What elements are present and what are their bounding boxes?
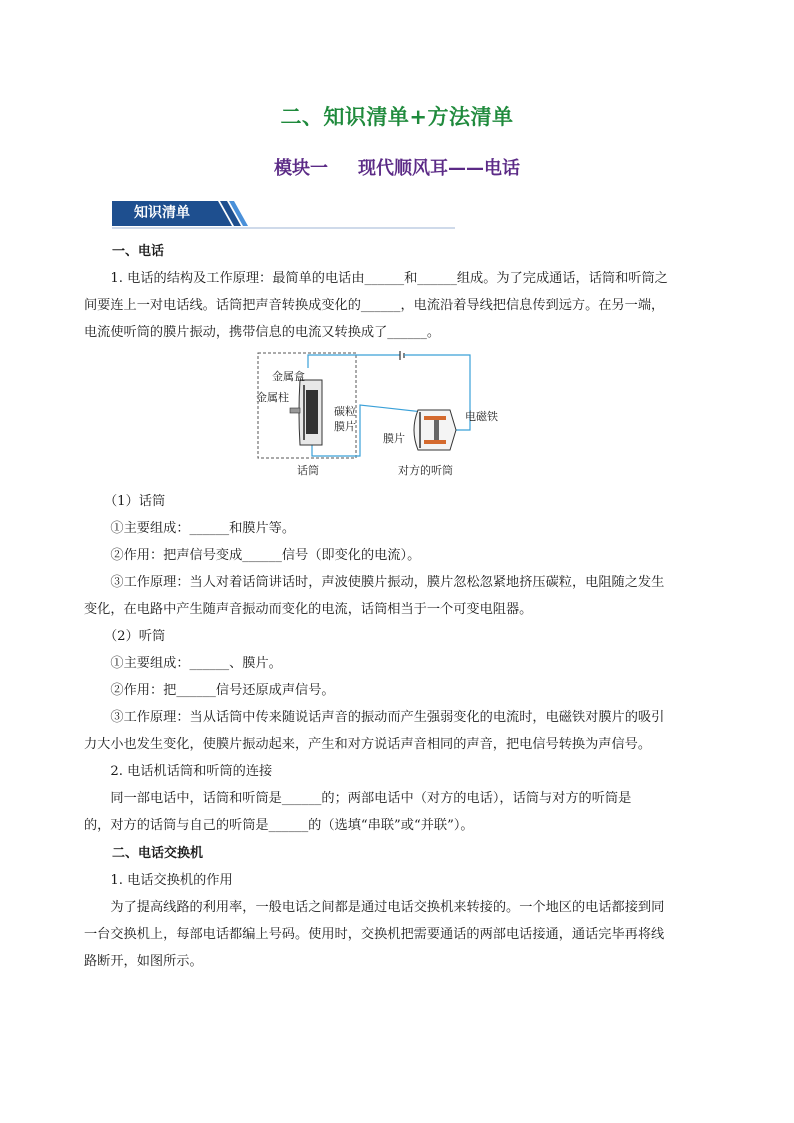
label-metal-post: 金属柱 bbox=[256, 391, 289, 404]
main-title: 二、知识清单+方法清单 bbox=[280, 105, 514, 129]
section-heading-telephone: 一、电话 bbox=[112, 244, 165, 259]
label-carbon: 碳粒 bbox=[334, 405, 356, 418]
module-title bbox=[0, 154, 794, 180]
section-heading-exchange: 二、电话交换机 bbox=[112, 846, 204, 861]
module-prefix: 模块一 bbox=[274, 158, 328, 179]
connection-section: 2. 电话机话筒和听筒的连接 同一部电话中，话筒和听筒是______的；两部电话中（对方的电话），话筒与对方的听筒是 的，对方的话筒与自己的听筒是______的（选填“串联”或“并联”）。 bbox=[84, 764, 632, 833]
label-metal-box: 金属盒 bbox=[272, 370, 305, 383]
exchange-section: 1. 电话交换机的作用 为了提高线路的利用率，一般电话之间都是通过电话交换机来转接的。一个地区的电话都接到同 一台交换机上，每部电话都编上号码。使用时，交换机把需要通话的两部电话接通，通话完毕再将线 路断开，如图所示。 bbox=[84, 873, 665, 969]
caption-receiver: 对方的听筒 bbox=[398, 464, 453, 477]
label-electromagnet: 电磁铁 bbox=[465, 410, 498, 423]
mic-section: （1）话筒 ①主要组成：______和膜片等。 ②作用：把声信号变成______信号（即变化的电流）。 ③工作原理：当人对着话筒讲话时，声波使膜片振动，膜片忽松忽紧地挤压碳粒，电阻随之发生 变化，在电路中产生随声音振动而变化的电流，话筒相当于一个可变电阻器。 bbox=[84, 494, 665, 617]
paragraph-structure: 1. 电话的结构及工作原理：最简单的电话由______和______组成。为了完成通话，话筒和听筒之 间要连上一对电话线。话筒把声音转换成变化的______，电流沿着导线把信息传到远方。在另一端， 电流使听筒的膜片振动，携带信息的电流又转换成了______。 bbox=[84, 271, 668, 340]
banner-label: 知识清单 bbox=[134, 205, 190, 221]
label-diaphragm-2: 膜片 bbox=[383, 432, 405, 445]
caption-microphone: 话筒 bbox=[297, 464, 319, 477]
label-diaphragm: 膜片 bbox=[334, 420, 356, 433]
receiver-section: （2）听筒 ①主要组成：______、膜片。 ②作用：把______信号还原成声信号。 ③工作原理：当从话筒中传来随说话声音的振动而产生强弱变化的电流时，电磁铁对膜片的吸引 力大小也发生变化，使膜片振动起来，产生和对方说话声音相同的声音，把电信号转换为声信号。 bbox=[84, 629, 665, 752]
module-name: 现代顺风耳——电话 bbox=[358, 158, 520, 179]
